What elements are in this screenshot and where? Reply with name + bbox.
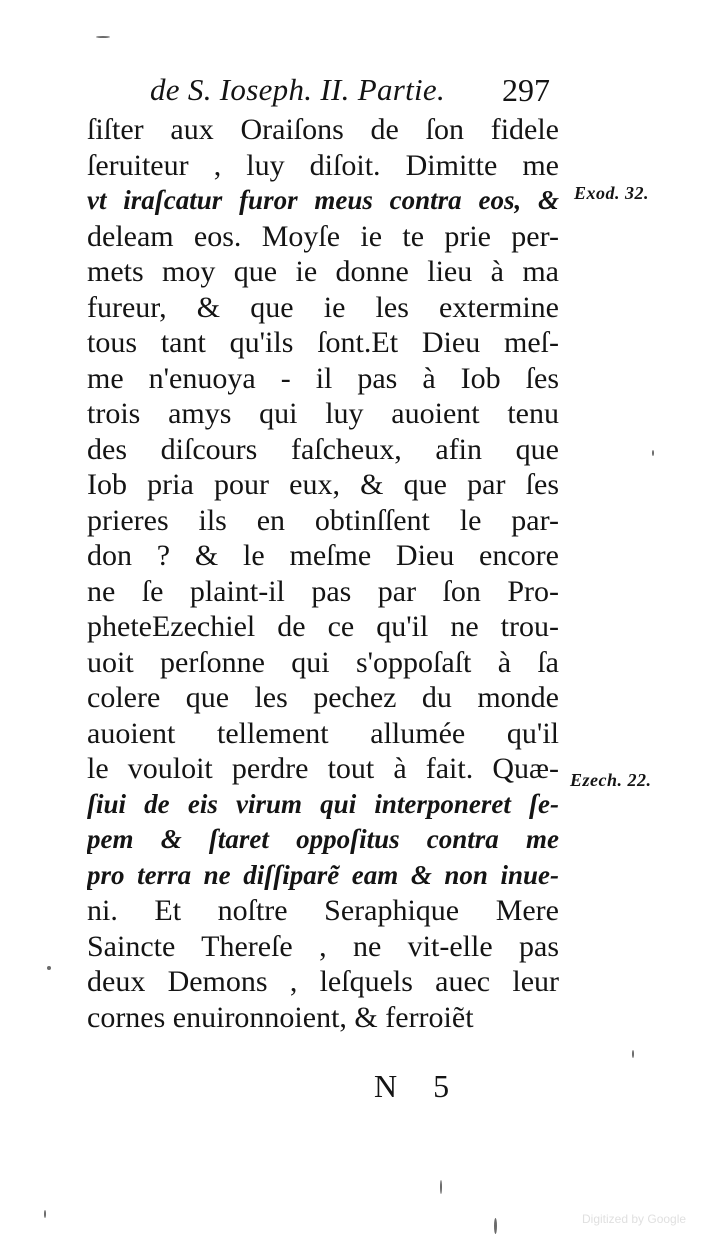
text-line: tous tant qu'ils ſont.Et Dieu meſ- (87, 326, 559, 359)
watermark: Digitized by Google (582, 1212, 687, 1226)
body-text (87, 112, 567, 1035)
ink-speck (494, 1218, 497, 1234)
text-line: pro terra ne diſſiparẽ eam & non inue- (87, 859, 559, 890)
text-line: ſiui de eis virum qui interponeret ſe- (87, 788, 559, 819)
text-line: trois amys qui luy auoient tenu (87, 397, 559, 430)
text-line: ni. Et noſtre Seraphique Mere (87, 894, 559, 927)
text-line: cornes enuironnoient, & ferroiẽt (87, 1000, 474, 1034)
ink-speck (96, 36, 110, 38)
ink-speck (440, 1180, 442, 1194)
text-line: fureur, & que ie les extermine (87, 290, 559, 324)
text-line: prieres ils en obtinſſent le par- (87, 503, 559, 537)
text-line: ne ſe plaint-il pas par ſon Pro- (87, 574, 559, 608)
ink-speck (632, 1050, 634, 1058)
text-line: pem & ſtaret oppoſitus contra me (87, 824, 559, 854)
text-line: me n'enuoya - il pas à Iob ſes (87, 361, 559, 395)
text-line: mets moy que ie donne lieu à ma (87, 255, 559, 288)
ink-speck (44, 1210, 46, 1218)
ink-speck (652, 450, 654, 456)
text-line: deux Demons , leſquels auec leur (87, 965, 559, 998)
text-line: pheteEzechiel de ce qu'il ne trou- (87, 610, 559, 643)
text-line: vt iraſcatur furor meus contra eos, & (87, 185, 559, 215)
text-line: don ? & le meſme Dieu encore (87, 539, 559, 572)
signature-mark: N 5 (374, 1068, 464, 1104)
text-line: le vouloit perdre tout à fait. Quæ- (87, 752, 559, 785)
margin-note-exodus: Exod. 32. (574, 183, 650, 203)
running-head: de S. Ioseph. II. Partie. (150, 72, 446, 107)
page-number: 297 (502, 72, 550, 108)
text-line: uoit perſonne qui s'oppoſaſt à ſa (87, 645, 559, 679)
text-line: Iob pria pour eux, & que par ſes (87, 468, 559, 501)
ink-speck (47, 966, 51, 970)
text-line: Saincte Thereſe , ne vit-elle pas (87, 929, 559, 963)
text-line: auoient tellement allumée qu'il (87, 716, 559, 750)
page-header (150, 72, 570, 112)
text-line: ſeruiteur , luy diſoit. Dimitte me (87, 148, 559, 182)
text-line: des diſcours faſcheux, afin que (87, 432, 559, 466)
text-line: deleam eos. Moyſe ie te prie per- (87, 219, 559, 253)
text-line: colere que les pechez du monde (87, 681, 559, 714)
text-line: ſiſter aux Oraiſons de ſon fidele (87, 113, 559, 146)
margin-note-ezechiel: Ezech. 22. (570, 770, 652, 790)
